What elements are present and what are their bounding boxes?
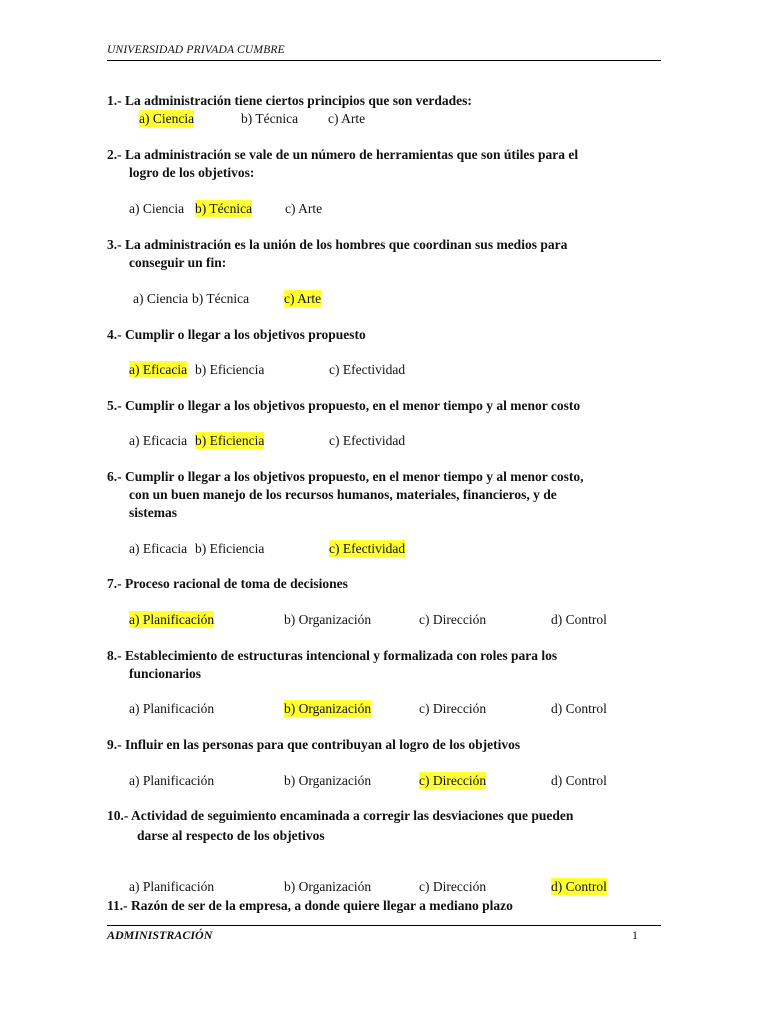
question-7-option-b: b) Organización xyxy=(284,612,372,627)
question-5-option-a: a) Eficacia xyxy=(129,433,188,448)
question-7-option-a: a) Planificación xyxy=(129,612,215,627)
question-10-option-b: b) Organización xyxy=(284,879,372,894)
question-1 xyxy=(107,92,472,110)
question-8-text: 8.- Establecimiento de estructuras intencional y formalizada con roles para los xyxy=(107,648,558,663)
question-10 xyxy=(107,807,573,845)
question-5-text: 5.- Cumplir o llegar a los objetivos propuesto, en el menor tiempo y al menor costo xyxy=(107,398,581,413)
header-institution: UNIVERSIDAD PRIVADA CUMBRE xyxy=(107,44,285,56)
question-4-option-a: a) Eficacia xyxy=(129,362,188,377)
question-4 xyxy=(107,326,366,344)
question-3-text-cont: conseguir un fin: xyxy=(129,255,227,270)
question-7-option-c: c) Dirección xyxy=(419,612,487,627)
question-5-option-c: c) Efectividad xyxy=(329,433,406,448)
question-6-text: 6.- Cumplir o llegar a los objetivos propuesto, en el menor tiempo y al menor costo, xyxy=(107,469,584,484)
question-5 xyxy=(107,397,580,415)
question-9-text: 9.- Influir en las personas para que contribuyan al logro de los objetivos xyxy=(107,737,521,752)
footer-subject: ADMINISTRACIÓN xyxy=(107,928,213,942)
question-10-text-cont: darse al respecto de los objetivos xyxy=(137,828,325,843)
question-4-text: 4.- Cumplir o llegar a los objetivos propuesto xyxy=(107,327,366,342)
question-10-text: 10.- Actividad de seguimiento encaminada a corregir las desviaciones que pueden xyxy=(107,808,574,823)
question-8-option-a: a) Planificación xyxy=(129,701,215,716)
question-7-option-d: d) Control xyxy=(551,612,607,627)
question-1-option-c: c) Arte xyxy=(328,111,366,126)
footer-rule xyxy=(107,925,661,926)
question-2-text-cont: logro de los objetivos: xyxy=(129,165,255,180)
question-11-text: 11.- Razón de ser de la empresa, a donde quiere llegar a mediano plazo xyxy=(107,898,513,913)
question-6-option-b: b) Eficiencia xyxy=(195,541,265,556)
question-2 xyxy=(107,146,578,182)
question-10-option-d: d) Control xyxy=(551,879,607,894)
question-8-option-d: d) Control xyxy=(551,701,607,716)
question-3-option-a: a) Ciencia xyxy=(133,291,189,306)
question-4-option-c: c) Efectividad xyxy=(329,362,406,377)
question-7-text: 7.- Proceso racional de toma de decisiones xyxy=(107,576,348,591)
question-6-text-cont-2: sistemas xyxy=(129,505,177,520)
question-5-option-b: b) Eficiencia xyxy=(195,433,265,448)
question-8 xyxy=(107,647,557,683)
question-1-text: 1.- La administración tiene ciertos principios que son verdades: xyxy=(107,93,472,108)
question-9 xyxy=(107,736,520,754)
question-10-option-c: c) Dirección xyxy=(419,879,487,894)
question-7 xyxy=(107,575,348,593)
question-8-text-cont: funcionarios xyxy=(129,666,202,681)
question-6-text-cont-1: con un buen manejo de los recursos humanos, materiales, financieros, y de xyxy=(129,487,557,502)
question-2-option-c: c) Arte xyxy=(285,201,323,216)
question-9-option-b: b) Organización xyxy=(284,773,372,788)
question-4-option-b: b) Eficiencia xyxy=(195,362,265,377)
question-11 xyxy=(107,897,513,915)
question-3-option-b: b) Técnica xyxy=(192,291,250,306)
question-9-option-c: c) Dirección xyxy=(419,773,487,788)
question-10-option-a: a) Planificación xyxy=(129,879,215,894)
question-2-text: 2.- La administración se vale de un número de herramientas que son útiles para el xyxy=(107,147,579,162)
question-8-option-c: c) Dirección xyxy=(419,701,487,716)
question-6 xyxy=(107,468,583,522)
question-9-option-a: a) Planificación xyxy=(129,773,215,788)
question-6-option-c: c) Efectividad xyxy=(329,541,406,556)
question-1-option-b: b) Técnica xyxy=(241,111,299,126)
question-3 xyxy=(107,236,567,272)
question-8-option-b: b) Organización xyxy=(284,701,372,716)
question-9-option-d: d) Control xyxy=(551,773,607,788)
question-3-text: 3.- La administración es la unión de los hombres que coordinan sus medios para xyxy=(107,237,568,252)
question-2-option-b: b) Técnica xyxy=(195,201,253,216)
question-1-option-a: a) Ciencia xyxy=(139,111,195,126)
page-number: 1 xyxy=(632,928,638,942)
question-2-option-a: a) Ciencia xyxy=(129,201,185,216)
question-3-option-c: c) Arte xyxy=(284,291,322,306)
question-6-option-a: a) Eficacia xyxy=(129,541,188,556)
header-rule xyxy=(107,60,661,61)
